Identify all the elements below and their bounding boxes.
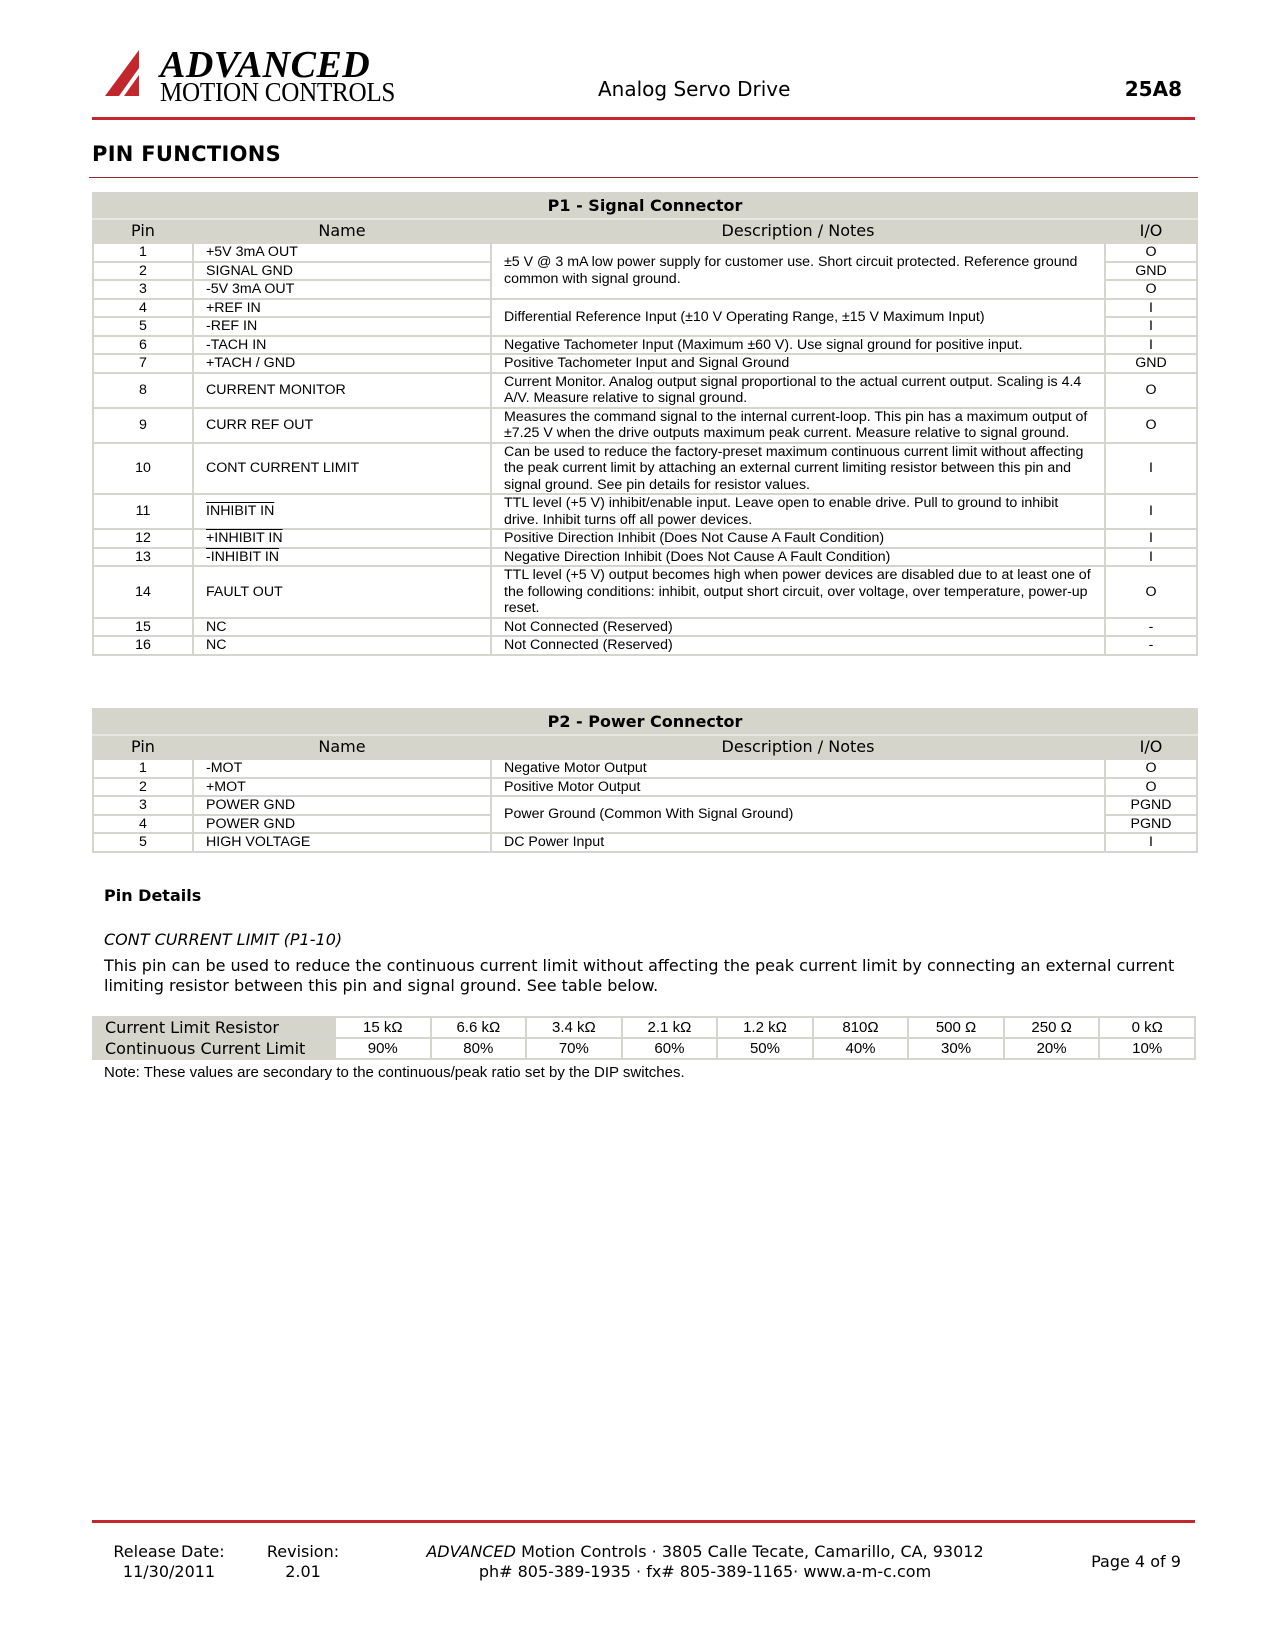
pin-name: +5V 3mA OUT: [193, 243, 491, 262]
table-row: [93, 529, 1197, 548]
page-number: Page 4 of 9: [1091, 1552, 1181, 1571]
pin-description: Differential Reference Input (±10 V Operating Range, ±15 V Maximum Input): [491, 299, 1105, 336]
pin-number: 9: [93, 408, 193, 443]
column-header-io: I/O: [1105, 735, 1197, 759]
revision: [262, 1542, 344, 1582]
pin-io: PGND: [1105, 815, 1197, 834]
limit-value: 20%: [1004, 1038, 1100, 1059]
limit-row: [93, 1038, 1195, 1059]
logo-text-motion-controls: MOTION CONTROLS: [160, 77, 396, 107]
pin-name-overlined: +INHIBIT IN: [206, 530, 283, 546]
pin-description: TTL level (+5 V) output becomes high when power devices are disabled due to at least one of the following conditions: inhibit, output short circuit, over voltage, over temperature, power-up reset.: [491, 566, 1105, 618]
pin-number: 3: [93, 796, 193, 815]
limit-value: 50%: [717, 1038, 813, 1059]
pin-number: 1: [93, 759, 193, 778]
section-title: PIN FUNCTIONS: [92, 142, 282, 166]
pin-number: 5: [93, 833, 193, 852]
pin-details-heading: Pin Details: [104, 886, 202, 905]
pin-number: 4: [93, 815, 193, 834]
header-divider: [92, 117, 1195, 120]
resistor-value: 810Ω: [813, 1017, 909, 1038]
pin-name: [193, 494, 491, 529]
column-header-description: Description / Notes: [491, 735, 1105, 759]
pin-number: 11: [93, 494, 193, 529]
address-line-1: [390, 1542, 1020, 1562]
pin-name-overlined: INHIBIT IN: [206, 503, 275, 520]
pin-io: O: [1105, 566, 1197, 618]
pin-description: Positive Tachometer Input and Signal Ground: [491, 354, 1105, 373]
company-name-italic: ADVANCED: [426, 1542, 516, 1561]
pin-io: I: [1105, 299, 1197, 318]
pin-number: 15: [93, 618, 193, 637]
pin-io: O: [1105, 373, 1197, 408]
pin-io: O: [1105, 408, 1197, 443]
pin-description: Positive Direction Inhibit (Does Not Cause A Fault Condition): [491, 529, 1105, 548]
pin-name: -REF IN: [193, 317, 491, 336]
table-row: [93, 373, 1197, 408]
resistor-value: 250 Ω: [1004, 1017, 1100, 1038]
column-header-name: Name: [193, 219, 491, 243]
pin-io: GND: [1105, 262, 1197, 281]
table-row: [93, 548, 1197, 567]
pin-number: 7: [93, 354, 193, 373]
release-date: [108, 1542, 230, 1582]
pin-name: FAULT OUT: [193, 566, 491, 618]
pin-description: Not Connected (Reserved): [491, 618, 1105, 637]
pin-name: +TACH / GND: [193, 354, 491, 373]
pin-name: -TACH IN: [193, 336, 491, 355]
p2-power-connector-table: [92, 708, 1198, 853]
pin-number: 3: [93, 280, 193, 299]
pin-name: +REF IN: [193, 299, 491, 318]
table-row: [93, 354, 1197, 373]
column-header-pin: Pin: [93, 219, 193, 243]
pin-name-overlined: -INHIBIT IN: [206, 548, 280, 565]
table-row: [93, 778, 1197, 797]
table-row: [93, 618, 1197, 637]
table-row: [93, 796, 1197, 815]
pin-name: +MOT: [193, 778, 491, 797]
current-limit-resistor-table: [92, 1016, 1196, 1060]
pin-name: HIGH VOLTAGE: [193, 833, 491, 852]
pin-number: 5: [93, 317, 193, 336]
pin-description: TTL level (+5 V) inhibit/enable input. Leave open to enable drive. Pull to ground to inhibit drive. Inhibit turns off all power devices.: [491, 494, 1105, 529]
pin-number: 6: [93, 336, 193, 355]
pin-name: POWER GND: [193, 796, 491, 815]
pin-description: ±5 V @ 3 mA low power supply for customer use. Short circuit protected. Reference ground common with signal ground.: [491, 243, 1105, 299]
pin-number: 13: [93, 548, 193, 567]
limit-value: 10%: [1099, 1038, 1195, 1059]
resistor-value: 6.6 kΩ: [431, 1017, 527, 1038]
company-logo: [105, 44, 405, 107]
model-number: 25A8: [1124, 77, 1182, 101]
limit-value: 40%: [813, 1038, 909, 1059]
pin-number: 16: [93, 636, 193, 655]
pin-description: Negative Tachometer Input (Maximum ±60 V). Use signal ground for positive input.: [491, 336, 1105, 355]
pin-io: I: [1105, 833, 1197, 852]
pin-name: [193, 548, 491, 567]
column-header-name: Name: [193, 735, 491, 759]
pin-io: I: [1105, 317, 1197, 336]
pin-number: 1: [93, 243, 193, 262]
pin-description: Measures the command signal to the internal current-loop. This pin has a maximum output of ±7.25 V when the drive outputs maximum peak current. Measure relative to signal ground.: [491, 408, 1105, 443]
logo-text-advanced: ADVANCED: [160, 44, 371, 86]
section-divider: [89, 177, 1198, 178]
limit-value: 60%: [622, 1038, 718, 1059]
company-address: [390, 1542, 1020, 1582]
table-row: [93, 759, 1197, 778]
pin-io: I: [1105, 443, 1197, 495]
pin-io: I: [1105, 529, 1197, 548]
footer-divider: [92, 1520, 1195, 1523]
pin-io: O: [1105, 778, 1197, 797]
release-date-label: Release Date:: [113, 1542, 225, 1561]
pin-io: GND: [1105, 354, 1197, 373]
pin-io: I: [1105, 336, 1197, 355]
limit-value: 30%: [908, 1038, 1004, 1059]
address-line-2: ph# 805-389-1935 · fx# 805-389-1165· www.a-m-c.com: [478, 1562, 932, 1581]
pin-io: O: [1105, 759, 1197, 778]
row-label: Continuous Current Limit: [93, 1038, 335, 1059]
pin-number: 2: [93, 778, 193, 797]
pin-description: Positive Motor Output: [491, 778, 1105, 797]
table-row: [93, 833, 1197, 852]
resistor-value: 15 kΩ: [335, 1017, 431, 1038]
table-row: [93, 636, 1197, 655]
table-row: [93, 494, 1197, 529]
pin-number: 14: [93, 566, 193, 618]
pin-details-paragraph: This pin can be used to reduce the continuous current limit without affecting the peak current limit by connecting an external current limiting resistor between this pin and signal ground. See table below.: [104, 956, 1175, 995]
pin-description: Negative Direction Inhibit (Does Not Cause A Fault Condition): [491, 548, 1105, 567]
pin-name: POWER GND: [193, 815, 491, 834]
pin-io: O: [1105, 280, 1197, 299]
pin-description: Current Monitor. Analog output signal proportional to the actual current output. Scaling is 4.4 A/V. Measure relative to signal ground.: [491, 373, 1105, 408]
pin-io: -: [1105, 618, 1197, 637]
resistor-value: 2.1 kΩ: [622, 1017, 718, 1038]
resistor-value: 0 kΩ: [1099, 1017, 1195, 1038]
pin-description: Not Connected (Reserved): [491, 636, 1105, 655]
table-row: [93, 299, 1197, 318]
pin-description: Can be used to reduce the factory-preset maximum continuous current limit without affecting the peak current limit by attaching an external current limiting resistor between this pin and signal ground. See pin details for resistor values.: [491, 443, 1105, 495]
pin-name: -MOT: [193, 759, 491, 778]
pin-number: 2: [93, 262, 193, 281]
table-caption: P1 - Signal Connector: [93, 193, 1197, 219]
pin-name: CONT CURRENT LIMIT: [193, 443, 491, 495]
pin-io: I: [1105, 548, 1197, 567]
resistor-value: 500 Ω: [908, 1017, 1004, 1038]
pin-number: 8: [93, 373, 193, 408]
pin-name: NC: [193, 618, 491, 637]
table-row: [93, 336, 1197, 355]
pin-io: O: [1105, 243, 1197, 262]
pin-description: Power Ground (Common With Signal Ground): [491, 796, 1105, 833]
limit-value: 90%: [335, 1038, 431, 1059]
pin-io: -: [1105, 636, 1197, 655]
document-title: Analog Servo Drive: [598, 77, 791, 101]
pin-details-subtitle: CONT CURRENT LIMIT (P1-10): [104, 930, 343, 949]
limit-value: 70%: [526, 1038, 622, 1059]
table-caption: P2 - Power Connector: [93, 709, 1197, 735]
resistor-value: 3.4 kΩ: [526, 1017, 622, 1038]
p1-signal-connector-table: [92, 192, 1198, 656]
revision-label: Revision:: [266, 1542, 340, 1561]
pin-number: 12: [93, 529, 193, 548]
pin-name: CURRENT MONITOR: [193, 373, 491, 408]
pin-name: -5V 3mA OUT: [193, 280, 491, 299]
pin-description: DC Power Input: [491, 833, 1105, 852]
resistor-row: [93, 1017, 1195, 1038]
column-header-pin: Pin: [93, 735, 193, 759]
address-text: Motion Controls · 3805 Calle Tecate, Camarillo, CA, 93012: [515, 1542, 984, 1561]
release-date-value: 11/30/2011: [122, 1562, 216, 1581]
revision-value: 2.01: [285, 1562, 321, 1581]
pin-number: 4: [93, 299, 193, 318]
pin-name: NC: [193, 636, 491, 655]
resistor-table-note: Note: These values are secondary to the continuous/peak ratio set by the DIP switches.: [104, 1064, 685, 1081]
column-header-description: Description / Notes: [491, 219, 1105, 243]
pin-io: I: [1105, 494, 1197, 529]
table-row: [93, 243, 1197, 262]
table-row: [93, 408, 1197, 443]
table-row: [93, 566, 1197, 618]
pin-name: [193, 529, 491, 548]
pin-number: 10: [93, 443, 193, 495]
pin-description: Negative Motor Output: [491, 759, 1105, 778]
column-header-io: I/O: [1105, 219, 1197, 243]
limit-value: 80%: [431, 1038, 527, 1059]
table-row: [93, 443, 1197, 495]
pin-name: CURR REF OUT: [193, 408, 491, 443]
row-label: Current Limit Resistor: [93, 1017, 335, 1038]
logo-stripes-icon: [105, 46, 161, 104]
pin-name: SIGNAL GND: [193, 262, 491, 281]
resistor-value: 1.2 kΩ: [717, 1017, 813, 1038]
pin-io: PGND: [1105, 796, 1197, 815]
